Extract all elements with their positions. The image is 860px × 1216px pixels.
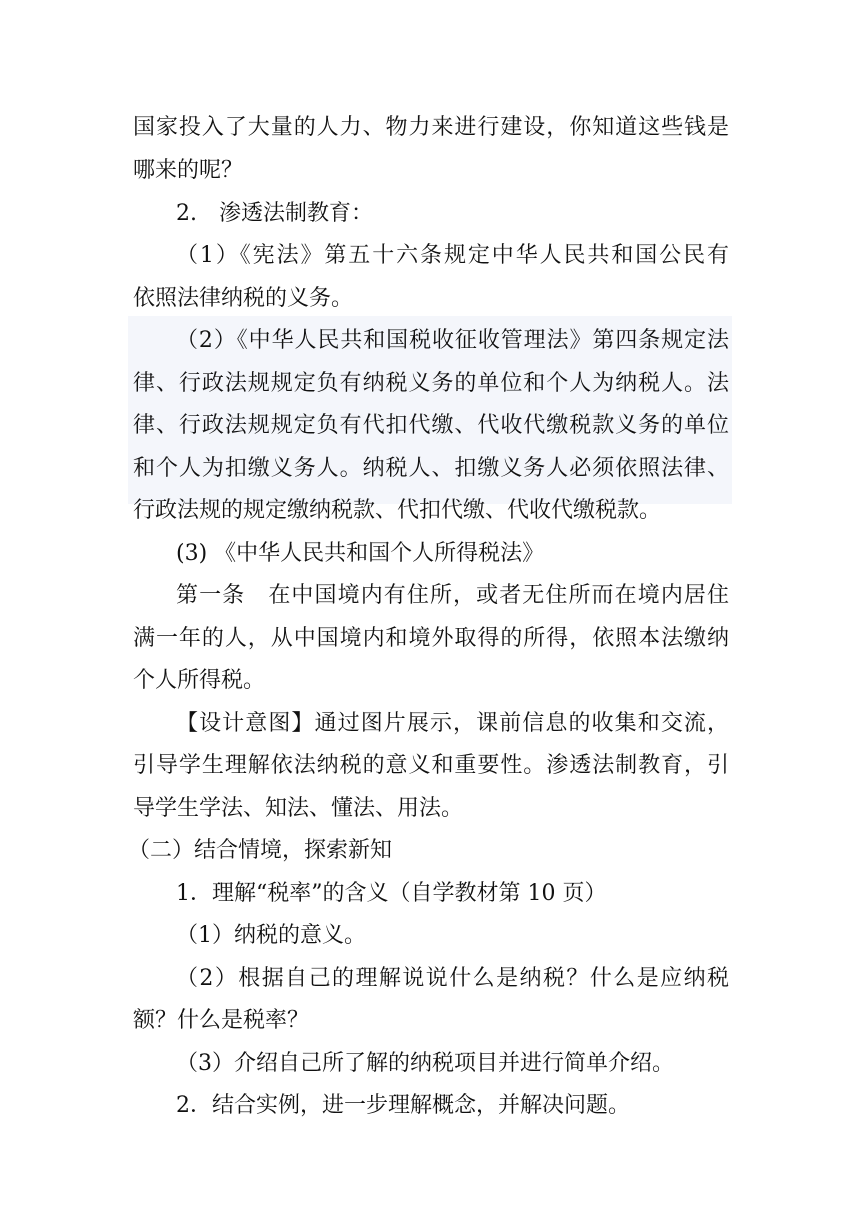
text-line-6: （2）《中华人民共和国税收征收管理法》第四条规定法	[176, 328, 729, 353]
text-line-5: 依照法律纳税的义务。	[133, 286, 354, 311]
text-line-19: 1．理解“税率”的含义（自学教材第 10 页）	[176, 881, 607, 906]
text-line-17: 导学生学法、知法、懂法、用法。	[133, 796, 464, 821]
text-line-10: 行政法规的规定缴纳税款、代扣代缴、代收代缴税款。	[133, 498, 662, 523]
text-line-8: 律、行政法规规定负有代扣代缴、代收代缴税款义务的单位	[133, 413, 729, 438]
text-line-11: (3) 《中华人民共和国个人所得税法》	[176, 541, 545, 566]
text-line-21: （2）根据自己的理解说说什么是纳税？什么是应纳税	[176, 966, 729, 991]
text-line-15: 【设计意图】通过图片展示，课前信息的收集和交流，	[176, 711, 729, 736]
text-line-2: 哪来的呢？	[133, 158, 244, 183]
text-line-24: 2．结合实例，进一步理解概念，并解决问题。	[176, 1093, 630, 1118]
section-heading-er: （二）结合情境，探索新知	[128, 838, 393, 863]
text-line-9: 和个人为扣缴义务人。纳税人、扣缴义务人必须依照法律、	[133, 456, 729, 481]
text-line-7: 律、行政法规规定负有纳税义务的单位和个人为纳税人。法	[133, 371, 729, 396]
text-line-12: 第一条 在中国境内有住所，或者无住所而在境内居住	[176, 583, 729, 608]
text-line-20: （1）纳税的意义。	[176, 923, 366, 948]
text-line-14: 个人所得税。	[133, 668, 266, 693]
text-line-4: （1）《宪法》第五十六条规定中华人民共和国公民有	[176, 243, 729, 268]
text-line-13: 满一年的人，从中国境内和境外取得的所得，依照本法缴纳	[133, 626, 729, 651]
section-heading-2: 2. 渗透法制教育：	[176, 201, 373, 226]
text-line-1: 国家投入了大量的人力、物力来进行建设，你知道这些钱是	[133, 115, 729, 140]
text-line-22: 额？什么是税率？	[133, 1008, 310, 1033]
text-line-23: （3）介绍自己所了解的纳税项目并进行简单介绍。	[176, 1051, 674, 1076]
text-line-16: 引导学生理解依法纳税的意义和重要性。渗透法制教育，引	[133, 753, 729, 778]
